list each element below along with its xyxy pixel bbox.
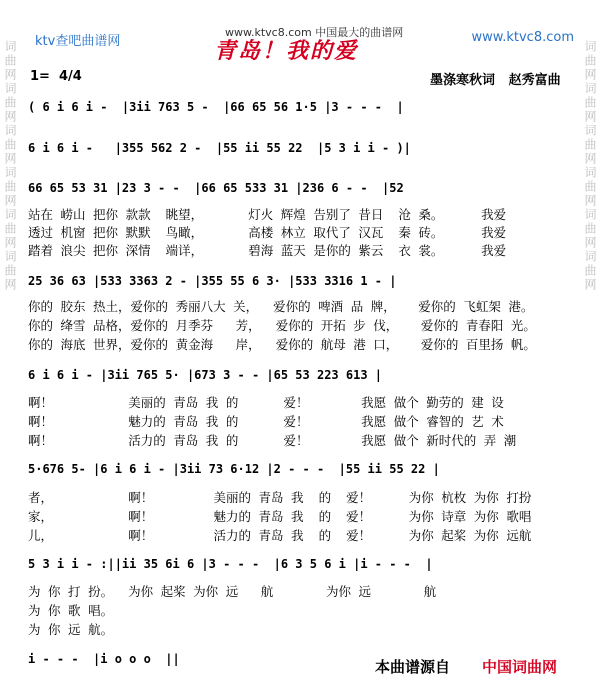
lyric-line-4c: 你的 海底 世界，爱你的 黄金海 岸， 爱你的 航母 港 口， 爱你的 百里扬 帆。 bbox=[28, 337, 536, 352]
side-watermark-left: 词曲网词曲网词曲网词曲网词曲网词曲网 bbox=[3, 40, 17, 292]
credits: 墨涤寒秋词 赵秀富曲 bbox=[430, 73, 561, 88]
notation-line-1: ( 6 i 6 i - |3ii 763 5 - |66 65 56 1·5 |3 - - - | bbox=[28, 100, 404, 114]
source-label: 本曲谱源自 bbox=[375, 658, 451, 676]
notation-line-6: 5·676 5- |6 i 6 i - |3ii 73 6·12 |2 - - - |55 ii 55 22 | bbox=[28, 462, 440, 476]
lyric-line-5a: 啊！ 美丽的 青岛 我 的 爱！ 我愿 做个 勤劳的 建 设 bbox=[28, 395, 504, 410]
lyric-line-3c: 踏着 浪尖 把你 深情 端详， 碧海 蓝天 是你的 紫云 衣 裳。 我爱 bbox=[28, 243, 507, 258]
notation-line-5: 6 i 6 i - |3ii 765 5· |673 3 - - |65 53 223 613 | bbox=[28, 368, 383, 382]
source-site: 中国词曲网 bbox=[482, 658, 558, 676]
lyric-line-5b: 啊！ 魅力的 青岛 我 的 爱！ 我愿 做个 睿智的 艺 术 bbox=[28, 414, 504, 429]
lyric-line-7c: 为 你 远 航。 bbox=[28, 622, 114, 637]
lyric-line-3a: 站在 崂山 把你 款款 眺望， 灯火 辉煌 告别了 昔日 沧 桑。 我爱 bbox=[28, 207, 507, 222]
notation-line-7: 5 3 i i - :||ii 35 6i 6 |3 - - - |6 3 5 6 i |i - - - | bbox=[28, 557, 433, 571]
side-watermark-right: 词曲网词曲网词曲网词曲网词曲网词曲网 bbox=[583, 40, 597, 292]
lyric-line-6b: 家， 啊！ 魅力的 青岛 我 的 爱！ 为你 诗章 为你 歌唱 bbox=[28, 509, 532, 524]
lyric-line-4b: 你的 绛雪 品格，爱你的 月季芬 芳， 爱你的 开拓 步 伐， 爱你的 青春阳 光。 bbox=[28, 318, 536, 333]
lyric-line-6c: 儿， 啊！ 活力的 青岛 我 的 爱！ 为你 起桨 为你 远航 bbox=[28, 528, 532, 543]
lyric-line-7b: 为 你 歌 唱。 bbox=[28, 603, 114, 618]
site-name-left: ktv查吧曲谱网 bbox=[35, 34, 121, 49]
song-title: 青岛！我的爱 bbox=[214, 39, 359, 64]
lyric-line-6a: 者， 啊！ 美丽的 青岛 我 的 爱！ 为你 杭枚 为你 打扮 bbox=[28, 490, 532, 505]
watermark-text: www.ktvc8.com 中国最大的曲谱网 bbox=[225, 26, 404, 39]
lyric-line-3b: 透过 机窗 把你 默默 鸟瞰， 高楼 林立 取代了 汉瓦 秦 砖。 我爱 bbox=[28, 225, 507, 240]
lyric-line-7a: 为 你 打 扮。 为你 起桨 为你 远 航 为你 远 航 bbox=[28, 584, 437, 599]
notation-line-4: 25 36 63 |533 3363 2 - |355 55 6 3· |533 3316 1 - | bbox=[28, 274, 397, 288]
site-url-right: www.ktvc8.com bbox=[471, 30, 574, 45]
lyric-line-4a: 你的 胶东 热土，爱你的 秀丽八大 关， 爱你的 啤酒 品 牌， 爱你的 飞虹架 港。 bbox=[28, 299, 534, 314]
notation-line-3: 66 65 53 31 |23 3 - - |66 65 533 31 |236 6 - - |52 bbox=[28, 181, 404, 195]
notation-line-8: i - - - |i o o o || bbox=[28, 652, 180, 666]
key-signature: 1= 4/4 bbox=[30, 69, 82, 84]
notation-line-2: 6 i 6 i - |355 562 2 - |55 ii 55 22 |5 3 i i - )| bbox=[28, 141, 411, 155]
lyric-line-5c: 啊！ 活力的 青岛 我 的 爱！ 我愿 做个 新时代的 弄 潮 bbox=[28, 433, 517, 448]
